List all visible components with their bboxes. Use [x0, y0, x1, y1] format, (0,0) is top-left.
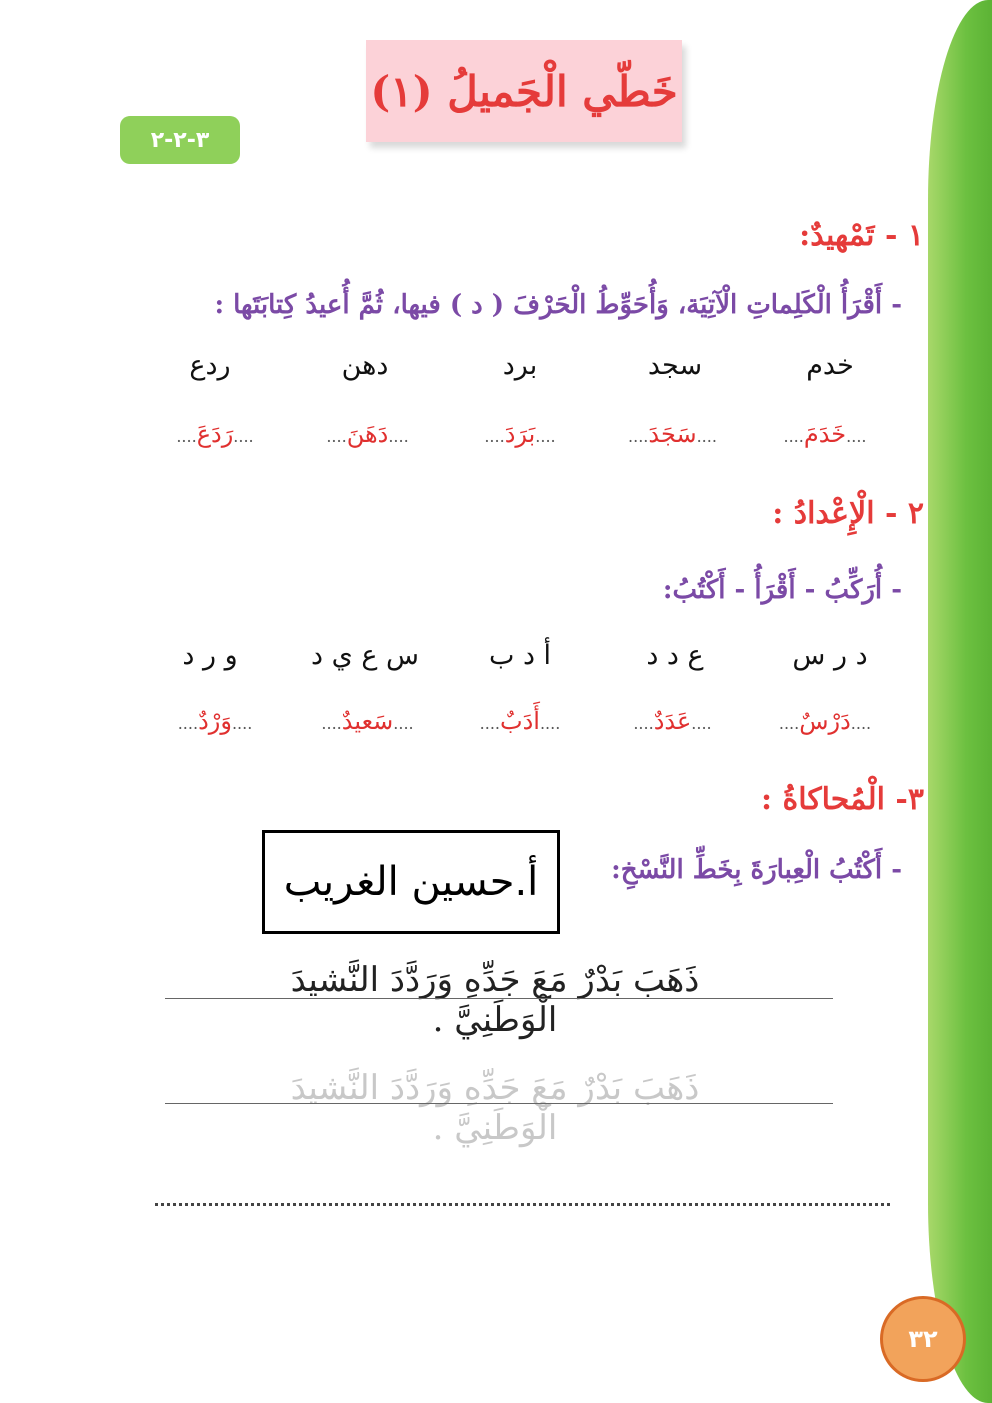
composed-1: دَرْسٌ: [799, 707, 851, 735]
writing-guide-line-1: [165, 998, 833, 999]
composed-3-cell: [455, 707, 585, 735]
section1-answers-row: [150, 420, 890, 448]
letters-5: و ر د: [182, 640, 238, 671]
letters-3: أ د ب: [488, 640, 552, 671]
answer-4: دَهَنَ: [346, 420, 389, 448]
dots: ....: [393, 714, 414, 733]
answer-3: بَرَدَ: [504, 420, 536, 448]
lesson-code-badge: [120, 116, 240, 164]
composed-3: أَدَبٌ: [500, 707, 540, 735]
answer-1: خَدَمَ: [803, 420, 847, 448]
dots: ....: [846, 427, 867, 446]
composed-4-cell: [303, 707, 433, 735]
dots: ....: [696, 427, 717, 446]
composed-2: عَدَدٌ: [653, 707, 692, 735]
page-title: خَطّي الْجَميلُ (١): [370, 66, 678, 116]
dots: ....: [177, 714, 199, 733]
page-number-badge: [880, 1296, 966, 1382]
section1-instruction: - أَقْرَأُ الْكَلِماتِ الْآتِيَة، وَأُحَوِّطُ الْحَرْفَ ( د ) فيها، ثُمَّ أُعيدُ كِتابَتَها :: [214, 290, 902, 320]
dots: ....: [233, 427, 254, 446]
dots: ....: [479, 714, 501, 733]
green-page-edge: [928, 0, 992, 1403]
dots: ....: [691, 714, 712, 733]
answer-5-cell: [150, 420, 280, 448]
section1-heading: ١ - تَمْهيدٌ:: [799, 218, 924, 253]
composed-5-cell: [150, 707, 280, 735]
word-3: برد: [502, 350, 538, 381]
section2-answers-row: [150, 707, 890, 735]
dots: ....: [539, 714, 561, 733]
composed-5: وَرْدٌ: [198, 707, 232, 735]
letters-2: ع د د: [646, 640, 704, 671]
word-5: ردع: [189, 350, 231, 381]
lesson-code: ٣-٢-٢: [150, 127, 210, 153]
dots: ....: [321, 714, 342, 733]
author-name: أ.حسين الغريب: [283, 859, 539, 905]
writing-guide-line-2: [165, 1103, 833, 1104]
section3-instruction: - أَكْتُبُ الْعِبارَةَ بِخَطِّ النَّسْخِ:: [611, 855, 902, 885]
title-banner: [366, 40, 682, 142]
section1-words-row: [150, 350, 890, 381]
dots: ....: [176, 427, 197, 446]
letters-4: س ع ي د: [311, 640, 419, 671]
dots: ....: [388, 427, 409, 446]
section2-heading: ٢ - الْإِعْدادُ :: [772, 496, 924, 531]
dots: ....: [778, 714, 800, 733]
composed-2-cell: [608, 707, 738, 735]
word-2: سجد: [647, 350, 703, 381]
answer-3-cell: [455, 420, 585, 448]
dots: ....: [326, 427, 347, 446]
dots: ....: [633, 714, 654, 733]
answer-2-cell: [608, 420, 738, 448]
section2-instruction: - أُرَكِّبُ - أَقْرَأُ - أَكْتُبُ:: [662, 575, 902, 605]
dots: ....: [535, 427, 556, 446]
author-name-box: [262, 830, 560, 934]
composed-1-cell: [760, 707, 890, 735]
composed-4: سَعيدٌ: [341, 707, 394, 735]
trace-sentence: ذَهَبَ بَدْرٌ مَعَ جَدِّهِ وَرَدَّدَ النَّشيدَ الْوَطَنِيَّ .: [290, 1068, 700, 1148]
dots: ....: [628, 427, 649, 446]
word-4: دهن: [341, 350, 389, 381]
section3-heading: ٣- الْمُحاكاةُ :: [760, 782, 924, 817]
letters-1: د ر س: [792, 640, 868, 671]
answer-4-cell: [303, 420, 433, 448]
answer-5: رَدَعَ: [196, 420, 234, 448]
dots: ....: [231, 714, 253, 733]
dots: ....: [484, 427, 505, 446]
answer-2: سَجَدَ: [648, 420, 697, 448]
dots: ....: [850, 714, 872, 733]
model-sentence: ذَهَبَ بَدْرٌ مَعَ جَدِّهِ وَرَدَّدَ النَّشيدَ الْوَطَنِيَّ .: [290, 960, 700, 1040]
dots: ....: [783, 427, 804, 446]
answer-1-cell: [760, 420, 890, 448]
page-number: ٣٢: [908, 1325, 938, 1353]
word-1: خدم: [806, 350, 854, 381]
section2-letters-row: [150, 640, 890, 671]
blank-writing-line[interactable]: [155, 1203, 890, 1206]
